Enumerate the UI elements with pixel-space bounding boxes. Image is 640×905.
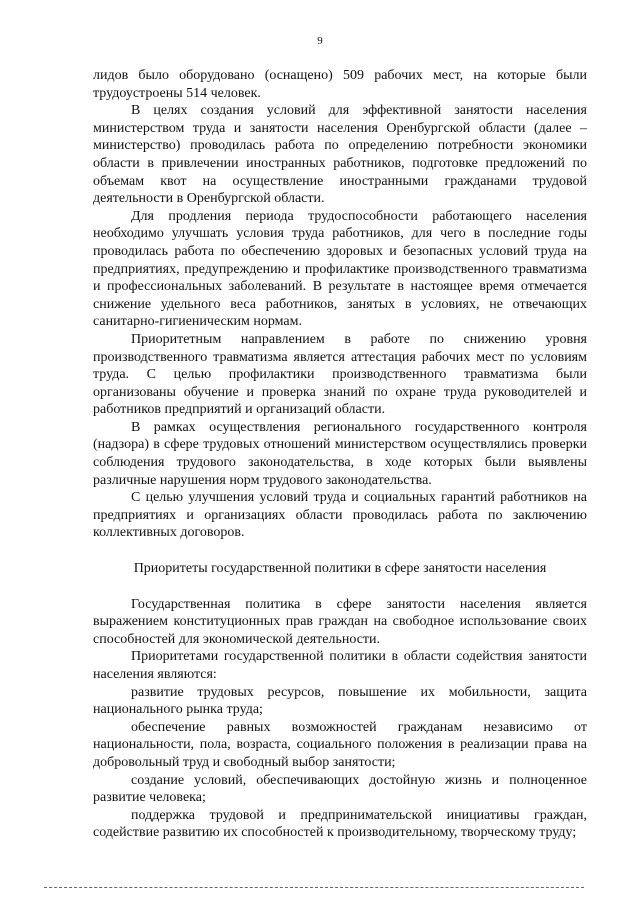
document-body	[93, 67, 587, 842]
paragraph-priorities-intro: Приоритетами государственной политики в области содействия занятости населения являются:	[93, 649, 587, 682]
paragraph-state-control: В рамках осуществления регионального государственного контроля (надзора) в сфере трудовых отношений министерством осуществлялись проверки соблюдения трудового законодательства, в ходе которых были выявлены различные нарушения норм трудового законодательства.	[93, 419, 587, 488]
list-item-priority: создание условий, обеспечивающих достойную жизнь и полноценное развитие человека;	[93, 772, 587, 806]
paragraph-continued: лидов было оборудовано (оснащено) 509 рабочих мест, на которые были трудоустроены 514 человек.	[93, 68, 587, 101]
page-number: 9	[317, 35, 323, 47]
section-heading: Приоритеты государственной политики в сфере занятости населения	[133, 561, 547, 577]
paragraph-state-policy: Государственная политика в сфере занятости населения является выражением конституционных прав граждан на свободное использование своих способностей для экономической деятельности.	[93, 596, 587, 647]
list-item-priority: обеспечение равных возможностей гражданам независимо от национальности, пола, возраста, социального положения в реализации права на добровольный труд и свободный выбор занятости;	[93, 719, 587, 770]
paragraph-foreign-workers: В целях создания условий для эффективной занятости населения министерством труда и занятости населения Оренбургской области (далее – министерство) проводилась работа по определению потребности экономики области в привлечении иностранных работников, подготовке предложений по объемам квот на осуществление иностранными гражданами трудовой деятельности в Оренбургской области.	[93, 103, 587, 207]
paragraph-labor-safety: Для продления периода трудоспособности работающего населения необходимо улучшать условия труда работников, для чего в последние годы проводилась работа по обеспечению здоровых и безопасных условий труда на предприятиях, предупреждению и профилактике производственного травматизма и профессиональных заболеваний. В результате в настоящее время отмечается снижение удельного веса работников, занятых в условиях, не отвечающих санитарно-гигиеническим нормам.	[93, 208, 587, 330]
list-item-priority: поддержка трудовой и предпринимательской инициативы граждан, содействие развитию их способностей к производительному, творческому труду;	[93, 807, 587, 841]
list-item-priority: развитие трудовых ресурсов, повышение их мобильности, защита национального рынка труда;	[93, 684, 587, 718]
footer-divider	[44, 887, 584, 888]
paragraph-collective-agreements: С целью улучшения условий труда и социальных гарантий работников на предприятиях и организациях области проводилась работа по заключению коллективных договоров.	[93, 490, 587, 541]
paragraph-workplace-certification: Приоритетным направлением в работе по снижению уровня производственного травматизма является аттестация рабочих мест по условиям труда. С целью профилактики производственного травматизма были организованы обучение и проверка знаний по охране труда руководителей и работников предприятий и организаций области.	[93, 331, 587, 418]
